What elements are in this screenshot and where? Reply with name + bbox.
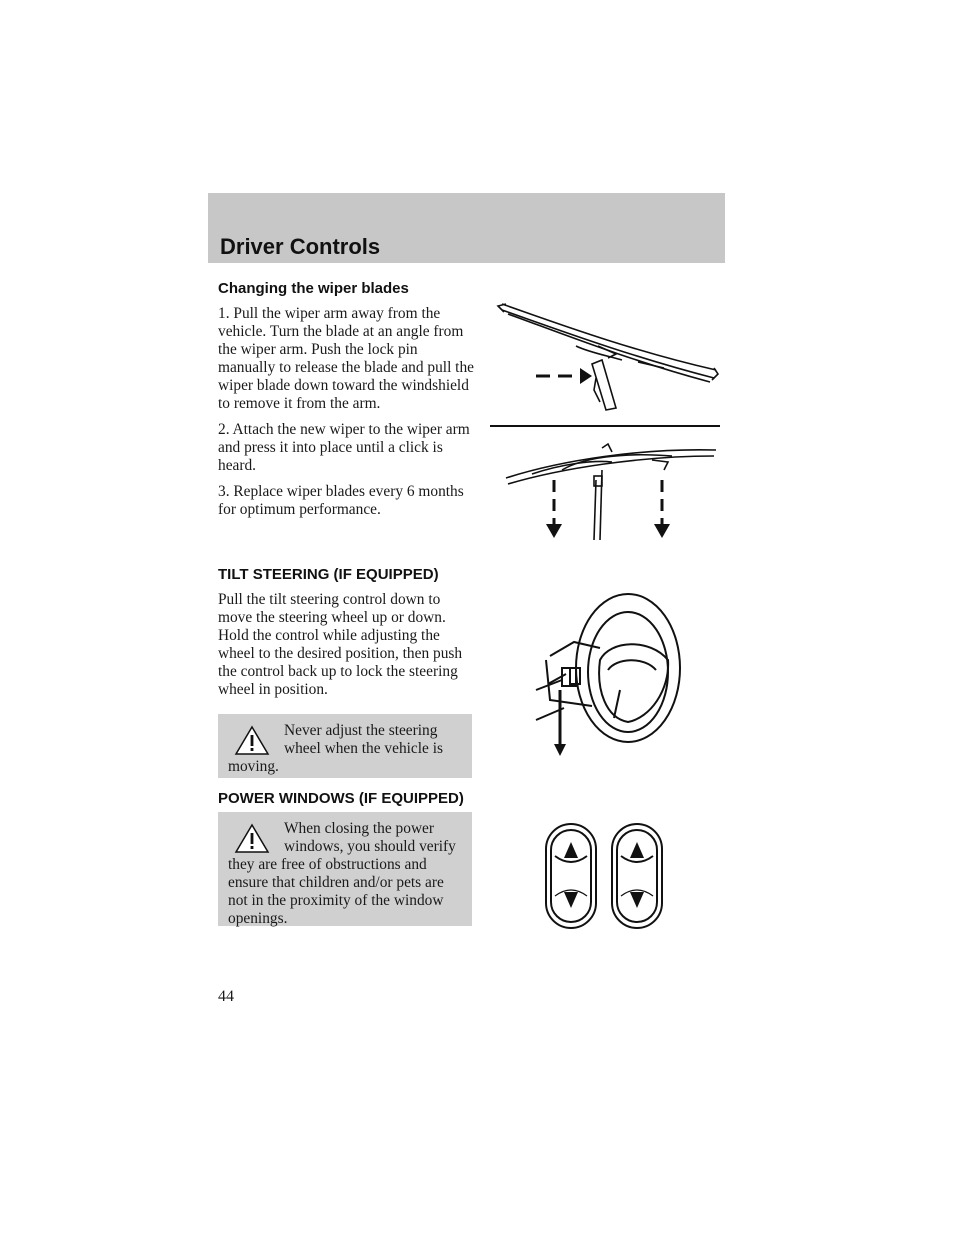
tilt-section [218, 566, 476, 699]
wiper-removal-illustration [488, 298, 724, 433]
arrow-down-icon [546, 480, 670, 538]
warning-triangle-icon [234, 822, 270, 854]
tilt-warning-box [218, 714, 472, 778]
tilt-body: Pull the tilt steering control down to move the steering wheel up or down. Hold the control while adjusting the wheel to the desired position, then push the control back up to lock the steering wheel in position. [218, 591, 463, 698]
arrow-down-icon [630, 892, 644, 908]
window-switch-right [612, 824, 662, 928]
wiper-step-3: 3. Replace wiper blades every 6 months for optimum performance. [218, 483, 464, 518]
tilt-warning-text: Never adjust the steering wheel when the vehicle is moving. [228, 722, 443, 775]
arrow-up-icon [564, 842, 578, 858]
arrow-right-icon [536, 368, 592, 384]
wiper-heading: Changing the wiper blades [218, 280, 409, 297]
wiper-step-2: 2. Attach the new wiper to the wiper arm and press it into place until a click is heard. [218, 421, 470, 474]
windows-section [218, 790, 476, 807]
arrow-down-icon [564, 892, 578, 908]
windows-warning-text: When closing the power windows, you should verify they are free of obstructions and ensure that children and/or pets are not in the proximity of the window openings. [228, 820, 456, 927]
wiper-section [218, 280, 476, 519]
windows-heading: POWER WINDOWS (IF EQUIPPED) [218, 790, 464, 807]
windows-warning-box [218, 812, 472, 926]
warning-triangle-icon [234, 724, 270, 756]
header-band [208, 193, 725, 263]
arrow-up-icon [630, 842, 644, 858]
wiper-step-1: 1. Pull the wiper arm away from the vehicle. Turn the blade at an angle from the wiper arm. Push the lock pin manually to release the blade and pull the wiper blade down toward the windshield to remove it from the arm. [218, 305, 474, 412]
steering-wheel-illustration [530, 590, 690, 760]
page-header-title: Driver Controls [220, 234, 381, 259]
window-switch-left [546, 824, 596, 928]
page-number: 44 [218, 988, 234, 1005]
window-switches-illustration [540, 820, 670, 932]
tilt-heading: TILT STEERING (IF EQUIPPED) [218, 566, 439, 583]
wiper-install-illustration [502, 440, 724, 544]
